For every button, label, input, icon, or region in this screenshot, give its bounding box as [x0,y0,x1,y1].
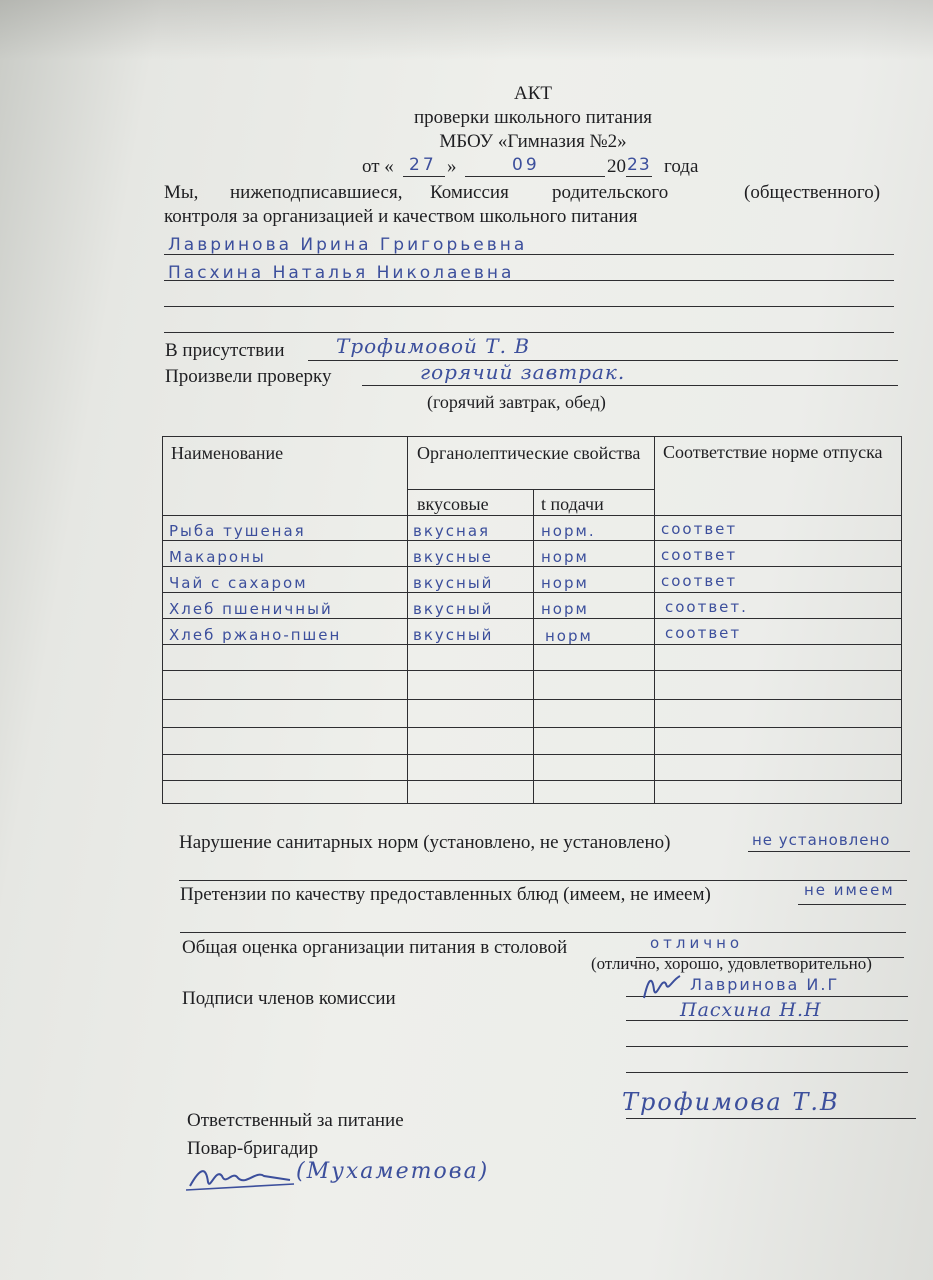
violations-line-2 [179,880,907,881]
school-name: МБОУ «Гимназия №2» [439,131,627,152]
claims-line [798,904,906,905]
check-hint: (горячий завтрак, обед) [427,392,606,412]
violations-value: не установлено [752,831,891,849]
row-1-name: Рыба тушеная [169,522,306,540]
date-day: 27 [409,155,437,175]
row-4-temp: норм [541,600,589,618]
row-1-temp: норм. [541,522,596,540]
table-vline-3 [654,437,655,803]
header-organoleptic: Органолептические свойства [417,443,641,463]
responsible-value: Трофимова Т.В [622,1088,840,1116]
inspection-table [162,436,902,804]
responsible-line [626,1118,916,1119]
signature-scribble-1 [638,970,686,1002]
table-row-line-5 [163,644,901,645]
table-row-line-8 [163,727,901,728]
table-row-line-7 [163,699,901,700]
row-5-norm: соответ [665,624,742,642]
cook-value: (Мухаметова) [296,1159,490,1184]
photo-shadow [0,0,933,60]
table-row-line-2 [163,566,901,567]
cook-signature-scribble [186,1160,296,1196]
check-label: Произвели проверку [165,366,332,387]
row-3-name: Чай с сахаром [169,574,308,592]
rating-label: Общая оценка организации питания в столовой [182,937,568,958]
table-vline-2 [533,489,534,803]
date-day-line [403,176,445,177]
table-row-line-4 [163,618,901,619]
intro-word-2: нижеподписавшиеся, [230,182,403,203]
member-line-3 [164,306,894,307]
table-vline-1 [407,437,408,803]
presence-value: Трофимовой Т. В [336,334,531,358]
date-year-suffix: 23 [627,155,651,175]
check-value: горячий завтрак. [420,360,626,384]
rating-hint: (отлично, хорошо, удовлетворительно) [591,954,872,973]
row-2-temp: норм [541,548,589,566]
cook-label: Повар-бригадир [187,1138,319,1159]
table-row-line-6 [163,670,901,671]
date-suffix: года [664,156,699,177]
date-quote-close: » [447,156,457,177]
intro-line-2: контроля за организацией и качеством школьного питания [164,206,638,227]
signature-line-4 [626,1072,908,1073]
signature-line-3 [626,1046,908,1047]
row-4-name: Хлеб пшеничный [169,600,333,618]
rating-value: отлично [650,934,744,952]
row-3-temp: норм [541,574,589,592]
date-prefix: от « [362,156,394,177]
row-1-taste: вкусная [413,522,491,540]
header-norm: Соответствие норме отпуска [663,442,883,462]
row-5-taste: вкусный [413,626,494,644]
violations-line [748,851,910,852]
doc-title: АКТ [514,83,552,104]
row-2-name: Макароны [169,548,266,566]
header-temp: t подачи [541,494,604,514]
table-row-line-3 [163,592,901,593]
table-row-line-10 [163,780,901,781]
date-year-line [626,176,652,177]
member-1: Лавринова Ирина Григорьевна [168,235,528,255]
row-3-taste: вкусный [413,574,494,592]
violations-label: Нарушение санитарных норм (установлено, не установлено) [179,832,671,853]
table-subheader-line [407,489,654,490]
claims-label: Претензии по качеству предоставленных блюд (имеем, не имеем) [180,884,711,905]
row-4-norm: соответ. [665,598,748,616]
date-month-line [465,176,605,177]
intro-word-4: родительского [552,182,669,203]
table-row-line-9 [163,754,901,755]
row-3-norm: соответ [661,572,738,590]
check-line [362,385,898,386]
signatures-label: Подписи членов комиссии [182,988,396,1009]
claims-value: не имеем [804,881,895,899]
member-2: Пасхина Наталья Николаевна [168,263,515,283]
member-line-4 [164,332,894,333]
row-5-temp: норм [545,627,593,645]
row-5-name: Хлеб ржано-пшен [169,626,342,644]
intro-word-3: Комиссия [430,182,509,203]
row-2-norm: соответ [661,546,738,564]
intro-word-5: (общественного) [744,182,881,203]
responsible-label: Ответственный за питание [187,1110,404,1131]
date-year-prefix: 20 [607,156,626,177]
signature-2: Пасхина Н.Н [680,999,822,1021]
presence-label: В присутствии [165,340,285,361]
date-month: 09 [512,155,540,175]
table-row-line-1 [163,540,901,541]
claims-line-2 [180,932,906,933]
row-1-norm: соответ [661,520,738,538]
row-2-taste: вкусные [413,548,493,566]
row-4-taste: вкусный [413,600,494,618]
table-header-bottom [163,515,901,516]
header-name: Наименование [171,443,284,463]
header-taste: вкусовые [417,494,489,514]
signature-1: Лавринова И.Г [690,975,840,994]
doc-subtitle: проверки школьного питания [413,107,653,128]
intro-word-1: Мы, [164,182,199,203]
